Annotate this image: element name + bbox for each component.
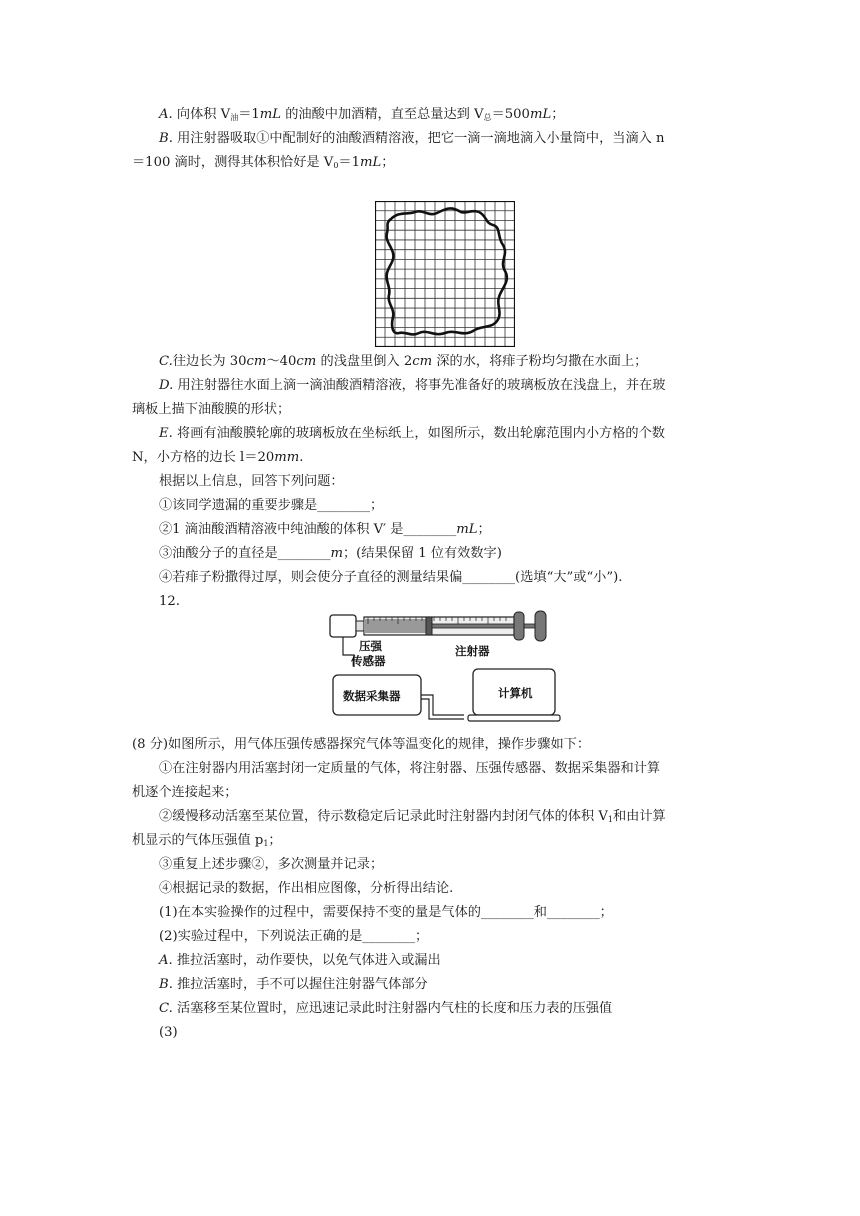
pressure-sensor-label-1: 压强: [359, 639, 382, 653]
q12-step2-line1: ②缓慢移动活塞至某位置，待示数稳定后记录此时注射器内封闭气体的体积 $V_1$和由计算: [159, 809, 666, 824]
syringe-label: 注射器: [455, 644, 490, 658]
step-a: A. 向体积 $V_油=1mL$ 的油酸中加酒精，直至总量达到 $V_总=500mL$；: [159, 107, 565, 122]
question-4: ④若痱子粉撒得过厚，则会使分子直径的测量结果偏________(选填“大”或“小”).: [159, 570, 623, 585]
question-12-number: 12.: [159, 594, 180, 609]
q12-step3: ③重复上述步骤②，多次测量并记录；: [159, 857, 384, 872]
step-letter: A.: [159, 107, 173, 122]
pressure-sensor-apparatus-figure: [328, 607, 563, 725]
question-2: ②1 滴油酸酒精溶液中纯油酸的体积 V′ 是________mL；: [159, 522, 491, 537]
step-e-line1: E. 将画有油酸膜轮廓的玻璃板放在坐标纸上，如图所示，数出轮廓范围内小方格的个数: [159, 426, 665, 441]
computer-label: 计算机: [498, 686, 533, 700]
piston: [426, 617, 432, 635]
questions-intro: 根据以上信息，回答下列问题：: [159, 474, 344, 489]
gas-column: [364, 619, 426, 633]
step-b-line1: B. 用注射器吸取①中配制好的油酸酒精溶液，把它一滴一滴地滴入小量筒中，当滴入 n: [159, 131, 665, 146]
q12-subquestion-1: (1)在本实验操作的过程中，需要保持不变的量是气体的________和________；: [159, 905, 613, 920]
step-letter: D.: [159, 378, 174, 393]
option-letter: C.: [159, 1001, 173, 1016]
q12-subquestion-3: (3): [159, 1025, 178, 1040]
step-letter: C.: [159, 354, 173, 369]
q12-subquestion-2: (2)实验过程中，下列说法正确的是________；: [159, 929, 429, 944]
q12-step4: ④根据记录的数据，作出相应图像，分析得出结论.: [159, 881, 454, 896]
step-letter: E.: [159, 426, 173, 441]
q12-option-a: A. 推拉活塞时，动作要快，以免气体进入或漏出: [159, 953, 441, 968]
q12-step1-line2: 机逐个连接起来；: [132, 785, 238, 800]
step-c: C.往边长为 30cm～40cm 的浅盘里倒入 2cm 深的水，将痱子粉均匀撒在水面上；: [159, 354, 648, 369]
step-d-line1: D. 用注射器往水面上滴一滴油酸酒精溶液，将事先准备好的玻璃板放在浅盘上，并在玻: [159, 378, 666, 393]
option-letter: B.: [159, 977, 173, 992]
pressure-sensor-label-2: 传感器: [351, 654, 386, 668]
q12-step1-line1: ①在注射器内用活塞封闭一定质量的气体，将注射器、压强传感器、数据采集器和计算: [159, 761, 661, 776]
question-3: ③油酸分子的直径是________m；(结果保留 1 位有效数字): [159, 546, 502, 561]
step-e-line2: N，小方格的边长 l＝20mm.: [132, 450, 304, 465]
plunger-handle: [535, 611, 546, 641]
data-collector-label: 数据采集器: [343, 689, 401, 703]
step-d-line2: 璃板上描下油酸膜的形状；: [132, 402, 291, 417]
question-12-stem: (8 分)如图所示，用气体压强传感器探究气体等温变化的规律，操作步骤如下：: [132, 737, 591, 752]
computer-base: [468, 715, 560, 721]
step-letter: B.: [159, 131, 173, 146]
oil-film-grid-figure: [375, 201, 515, 347]
step-b-line2: ＝100 滴时，测得其体积恰好是 $V_0=1mL$；: [132, 155, 395, 170]
pressure-sensor-body: [330, 615, 356, 637]
option-letter: A.: [159, 953, 173, 968]
q12-option-c: C. 活塞移至某位置时，应迅速记录此时注射器内气柱的长度和压力表的压强值: [159, 1001, 613, 1016]
q12-option-b: B. 推拉活塞时，手不可以握住注射器气体部分: [159, 977, 428, 992]
syringe-flange: [514, 612, 524, 640]
q12-step2-line2: 机显示的气体压强值 $p_1$；: [132, 833, 282, 848]
question-1: ①该同学遗漏的重要步骤是________；: [159, 498, 384, 513]
